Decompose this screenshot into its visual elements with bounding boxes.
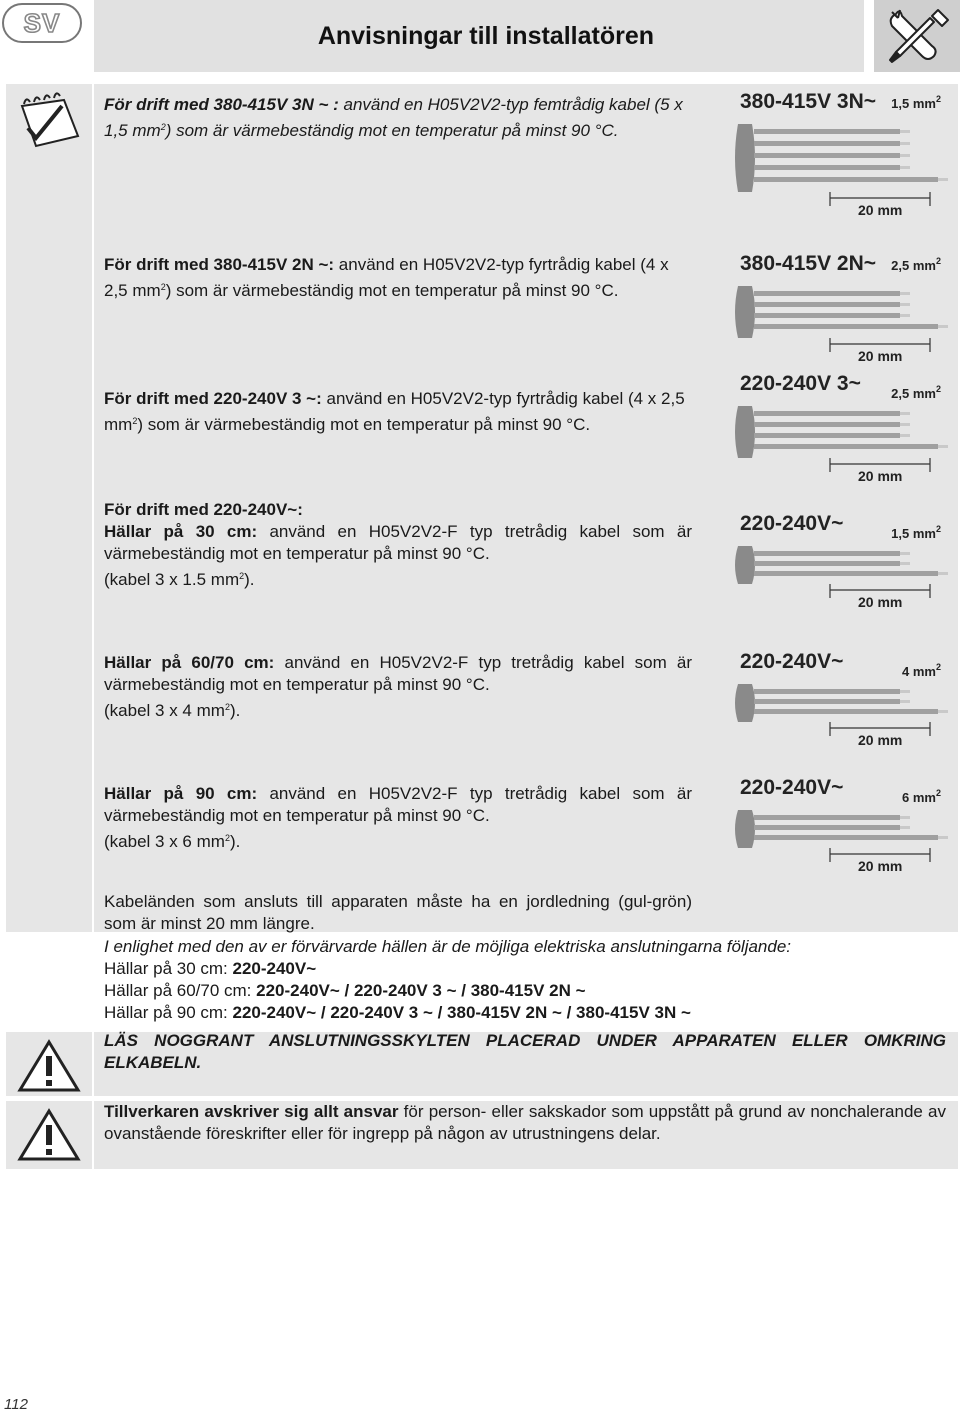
cable-wire — [754, 433, 900, 438]
wire-tip — [900, 314, 910, 317]
wire-tip — [900, 816, 910, 819]
cable-jacket — [735, 546, 755, 584]
wire-tip — [900, 303, 910, 306]
title-bar — [94, 0, 864, 72]
cable-drawing — [730, 88, 955, 214]
wire-section-label: 1,5 $mm^2$ — [891, 524, 941, 541]
cable-wire — [754, 825, 900, 830]
length-label: 20 mm — [858, 348, 903, 364]
cable-drawing — [730, 774, 955, 900]
cable-jacket — [735, 810, 755, 848]
wire-tip — [900, 412, 910, 415]
cable-drawing — [730, 250, 955, 376]
cable-jacket — [735, 124, 755, 192]
section-220-60cm: Hällar på 60/70 cm: använd en H05V2V2-F typ tretrådig kabel som är värmebeständig mot en temperatur på minst 90 °C. (kabel 3 x 4 $mm^2$). — [104, 653, 693, 720]
cable-diagram — [730, 88, 955, 218]
earth-note: Kabeländen som ansluts till apparaten måste ha en jordledning (gul-grön) som är minst 20 mm längre. — [104, 892, 692, 933]
length-label: 20 mm — [858, 594, 903, 610]
possible-30cm: Hällar på 30 cm: 220-240V~ — [104, 959, 317, 978]
cable-jacket — [735, 406, 755, 458]
notepad-checkmark-icon — [16, 92, 84, 152]
cable-wire — [754, 709, 938, 714]
wire-section-label: 1,5 $mm^2$ — [891, 94, 941, 111]
possible-connections — [104, 936, 954, 1024]
length-label: 20 mm — [858, 858, 903, 874]
wire-tip — [938, 572, 948, 575]
cable-wire — [754, 129, 900, 134]
wire-section-label: 2,5 $mm^2$ — [891, 256, 941, 273]
cable-wire — [754, 313, 900, 318]
cable-drawing — [730, 370, 955, 496]
wire-tip — [900, 434, 910, 437]
section-220-30cm: För drift med 220-240V~: Hällar på 30 cm: använd en H05V2V2-F typ tretrådig kabel som är värmebeständig mot en temperatur på minst 90 °C. (kabel 3 x 1.5 $mm^2$). — [104, 500, 692, 589]
wire-tip — [900, 142, 910, 145]
cable-wire — [754, 411, 900, 416]
cable-diagram — [730, 510, 955, 636]
cable-drawing — [730, 648, 955, 774]
wire-tip — [900, 166, 910, 169]
section-3n: För drift med 380-415V 3N ~ : använd en H05V2V2-typ femtrådig kabel (5 x 1,5 $mm^2$) som är värmebeständig mot en temperatur på minst 90 °C. — [104, 95, 683, 140]
wire-tip — [900, 826, 910, 829]
warning-triangle-icon — [16, 1107, 82, 1163]
voltage-label: 220-240V 3~ — [740, 372, 861, 395]
wire-tip — [938, 325, 948, 328]
cable-diagram — [730, 774, 955, 900]
wire-tip — [938, 445, 948, 448]
cable-wire — [754, 444, 938, 449]
cable-wire — [754, 551, 900, 556]
wire-section-label: 4 $mm^2$ — [902, 662, 941, 679]
wire-tip — [900, 423, 910, 426]
page-title: Anvisningar till installatören — [317, 22, 654, 50]
wire-section-label: 6 $mm^2$ — [902, 788, 941, 805]
possible-intro: I enlighet med den av er förvärvarde hällen är de möjliga elektriska anslutningarna följande: — [104, 937, 792, 956]
wire-section-label: 2,5 $mm^2$ — [891, 384, 941, 401]
warning-column-2 — [6, 1101, 92, 1169]
wire-tip — [900, 700, 910, 703]
tools-icon-box — [874, 0, 960, 72]
cable-diagram — [730, 648, 955, 774]
cable-wire — [754, 302, 900, 307]
wire-tip — [938, 836, 948, 839]
possible-90cm: Hällar på 90 cm: 220-240V~ / 220-240V 3 ~ / 380-415V 2N ~ / 380-415V 3N ~ — [104, 1003, 691, 1022]
cable-diagram — [730, 250, 955, 376]
note-icon-column — [6, 84, 92, 932]
cable-wire — [754, 422, 900, 427]
cable-wire — [754, 815, 900, 820]
possible-60cm: Hällar på 60/70 cm: 220-240V~ / 220-240V 3 ~ / 380-415V 2N ~ — [104, 981, 586, 1000]
cable-wire — [754, 141, 900, 146]
cable-wire — [754, 153, 900, 158]
wire-tip — [900, 552, 910, 555]
cable-wire — [754, 561, 900, 566]
wire-tip — [938, 178, 948, 181]
length-label: 20 mm — [858, 468, 903, 484]
cable-wire — [754, 324, 938, 329]
warning-text-1: LÄS NOGGRANT ANSLUTNINGSSKYLTEN PLACERAD UNDER APPARATEN ELLER OMKRING ELKABELN. — [104, 1031, 946, 1072]
warning-text-2: Tillverkaren avskriver sig allt ansvar för person- eller sakskador som uppstått på grund av nonchalerande av ovanstående föreskrifter eller för ingrepp på någon av utrustningens delar. — [104, 1102, 946, 1143]
section-2n: För drift med 380-415V 2N ~: använd en H05V2V2-typ fyrtrådig kabel (4 x 2,5 $mm^2$) som är värmebeständig mot en temperatur på minst 90 °C. — [104, 255, 669, 300]
wire-tip — [900, 292, 910, 295]
wire-tip — [900, 130, 910, 133]
cable-wire — [754, 177, 938, 182]
wire-tip — [900, 562, 910, 565]
wire-tip — [938, 710, 948, 713]
cable-drawing — [730, 510, 955, 636]
voltage-label: 380-415V 3N~ — [740, 90, 877, 113]
wire-tip — [900, 154, 910, 157]
cable-wire — [754, 571, 938, 576]
voltage-label: 220-240V~ — [740, 776, 844, 799]
voltage-label: 380-415V 2N~ — [740, 252, 877, 275]
warning-triangle-icon — [16, 1038, 82, 1094]
wire-tip — [900, 690, 910, 693]
cable-wire — [754, 689, 900, 694]
voltage-label: 220-240V~ — [740, 650, 844, 673]
cable-jacket — [735, 286, 755, 338]
length-label: 20 mm — [858, 202, 903, 218]
warning-column-1 — [6, 1032, 92, 1096]
cable-wire — [754, 165, 900, 170]
language-badge: SV — [2, 3, 82, 43]
voltage-label: 220-240V~ — [740, 512, 844, 535]
cable-wire — [754, 291, 900, 296]
cable-wire — [754, 835, 938, 840]
section-220-3: För drift med 220-240V 3 ~: använd en H05V2V2-typ fyrtrådig kabel (4 x 2,5 $mm^2$) som är värmebeständig mot en temperatur på minst 90 °C. — [104, 389, 685, 434]
cable-diagram — [730, 370, 955, 496]
cable-wire — [754, 699, 900, 704]
length-label: 20 mm — [858, 732, 903, 748]
cable-jacket — [735, 684, 755, 722]
page-number: 112 — [4, 1396, 28, 1413]
section-220-90cm: Hällar på 90 cm: använd en H05V2V2-F typ tretrådig kabel som är värmebeständig mot en temperatur på minst 90 °C. (kabel 3 x 6 $mm^2$). — [104, 784, 692, 851]
wrench-screwdriver-icon — [874, 0, 960, 72]
